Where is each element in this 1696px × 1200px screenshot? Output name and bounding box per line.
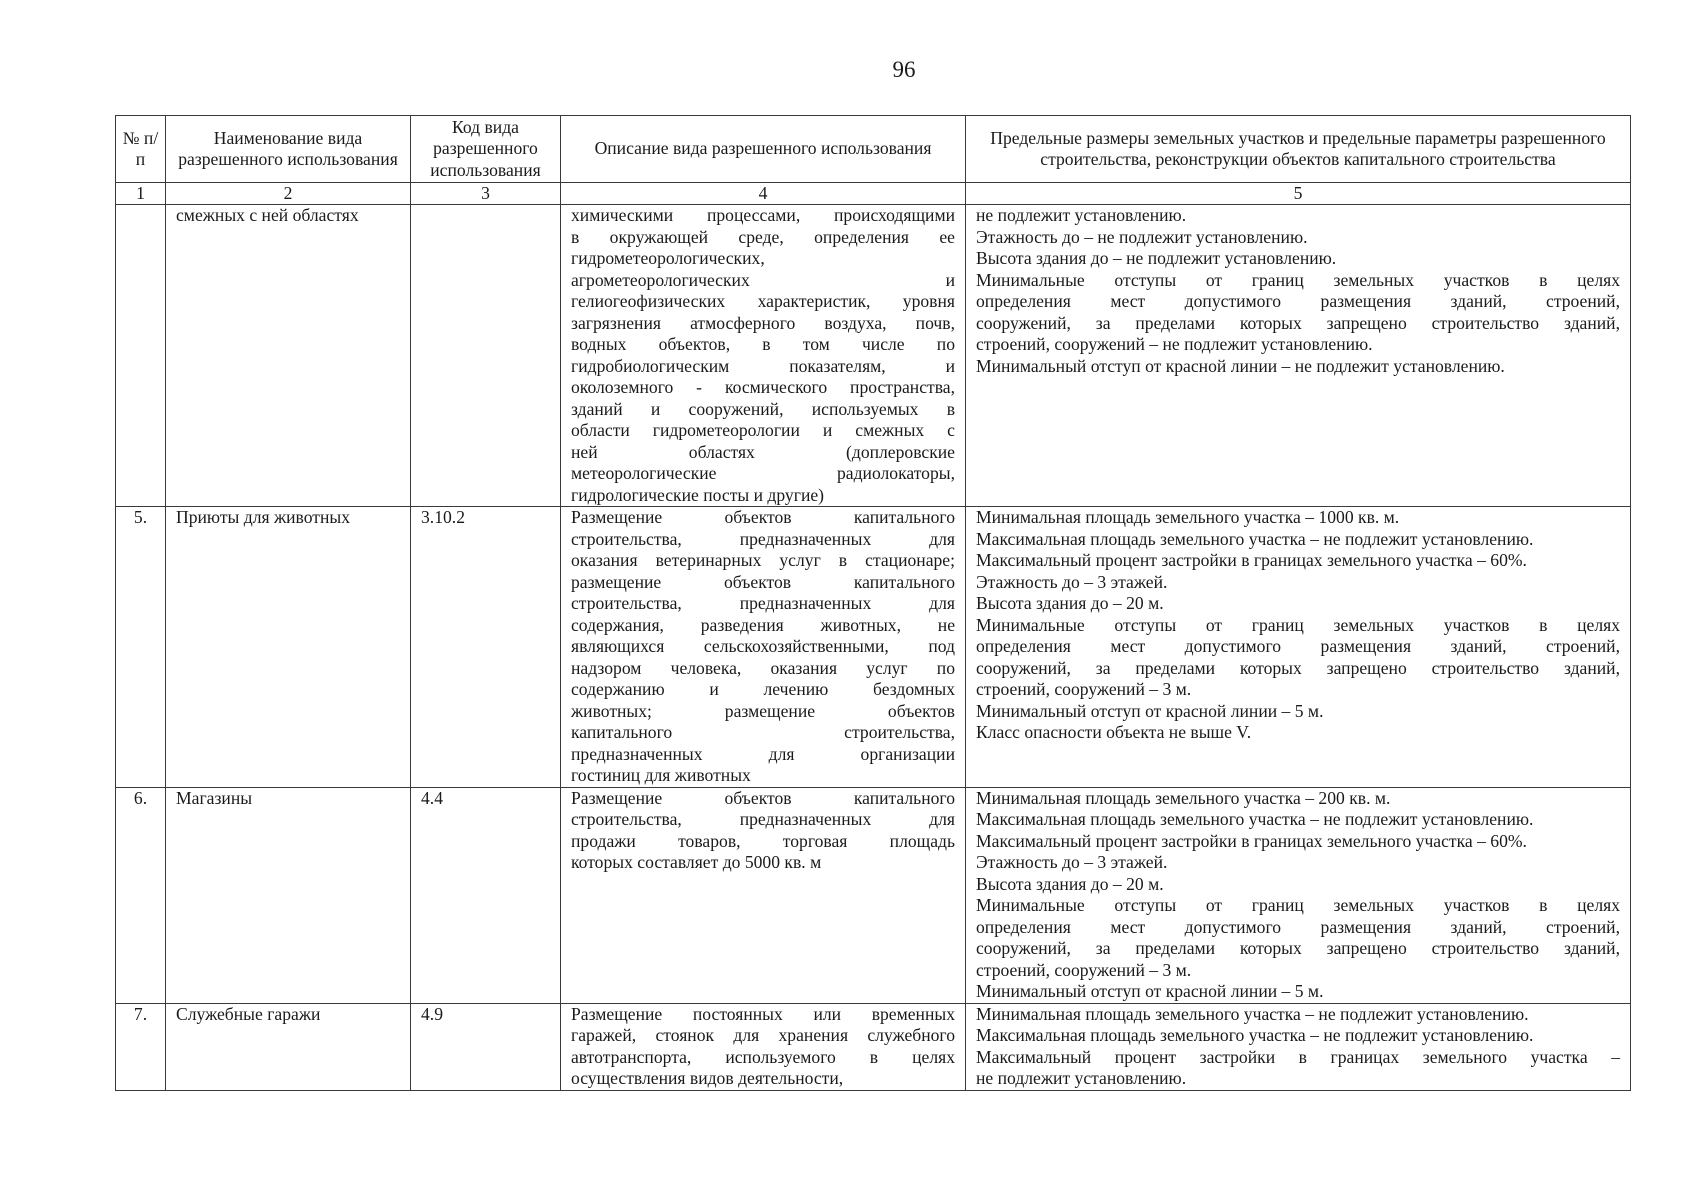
parameter-line: Этажность до – не подлежит установлению. xyxy=(976,226,1308,247)
description-line: содержанию и лечению бездомных xyxy=(571,679,955,699)
description-line: оказания ветеринарных услуг в стационаре; xyxy=(571,550,955,570)
description-line: Размещение объектов капитального xyxy=(571,787,955,808)
column-index: 2 xyxy=(166,183,411,205)
parameter-line: Минимальная площадь земельного участка – 1000 кв. м. xyxy=(976,507,1400,527)
description-line: гидробиологическим показателям, и xyxy=(571,355,955,376)
use-description xyxy=(561,205,966,507)
use-parameters xyxy=(966,787,1631,1003)
parameter-line: Минимальная площадь земельного участка – 200 кв. м. xyxy=(976,787,1391,808)
row-number xyxy=(116,205,166,507)
table-row xyxy=(116,507,1631,788)
header-description: Описание вида разрешенного использования xyxy=(561,116,966,183)
row-number: 7. xyxy=(116,1003,166,1090)
use-description xyxy=(561,787,966,1003)
description-line: Размещение постоянных или временных xyxy=(571,1003,955,1024)
use-parameters xyxy=(966,507,1631,788)
parameter-line: сооружений, за пределами которых запрещено строительство зданий, xyxy=(976,312,1620,333)
parameter-line: Высота здания до – не подлежит установлению. xyxy=(976,248,1337,268)
description-line: Размещение объектов капитального xyxy=(571,507,955,527)
parameter-line: Минимальный отступ от красной линии – 5 м. xyxy=(976,981,1324,1001)
use-code xyxy=(411,205,561,507)
description-line: околоземного - космического пространства, xyxy=(571,377,955,397)
parameter-line: Минимальный отступ от красной линии – не подлежит установлению. xyxy=(976,355,1505,376)
parameter-line: строений, сооружений – не подлежит установлению. xyxy=(976,334,1373,354)
description-line: водных объектов, в том числе по xyxy=(571,334,955,354)
parameter-line: Максимальный процент застройки в границах земельного участка – 60%. xyxy=(976,550,1527,570)
description-line: осуществления видов деятельности, xyxy=(571,1068,844,1088)
table-row xyxy=(116,787,1631,1003)
use-description xyxy=(561,507,966,788)
page-number: 96 xyxy=(892,57,916,82)
description-line: области гидрометеорологии и смежных с xyxy=(571,420,955,440)
description-line: продажи товаров, торговая площадь xyxy=(571,830,955,851)
description-line: загрязнения атмосферного воздуха, почв, xyxy=(571,312,955,333)
description-line: ней областях (доплеровские xyxy=(571,441,955,462)
use-name: Служебные гаражи xyxy=(166,1003,411,1090)
use-parameters xyxy=(966,1003,1631,1090)
parameter-line: Этажность до – 3 этажей. xyxy=(976,852,1168,872)
parameter-line: Минимальные отступы от границ земельных участков в целях xyxy=(976,269,1620,290)
description-line: являющихся сельскохозяйственными, под xyxy=(571,636,955,656)
description-line: животных; размещение объектов xyxy=(571,700,955,721)
parameter-line: не подлежит установлению. xyxy=(976,1068,1187,1088)
parameter-line: Высота здания до – 20 м. xyxy=(976,873,1164,894)
parameter-line: Минимальная площадь земельного участка – не подлежит установлению. xyxy=(976,1003,1529,1024)
description-line: гидрометеорологических, xyxy=(571,248,765,268)
parameter-line: Минимальный отступ от красной линии – 5 м. xyxy=(976,700,1324,721)
use-code: 4.4 xyxy=(411,787,561,1003)
description-line: которых составляет до 5000 кв. м xyxy=(571,852,822,872)
description-line: гидрологические посты и другие) xyxy=(571,484,825,505)
parameter-line: Высота здания до – 20 м. xyxy=(976,593,1164,613)
description-line: капитального строительства, xyxy=(571,722,955,742)
header-name: Наименование вида разрешенного использования xyxy=(166,116,411,183)
column-index: 4 xyxy=(561,183,966,205)
use-name: смежных с ней областях xyxy=(166,205,411,507)
description-line: зданий и сооружений, используемых в xyxy=(571,398,955,419)
parameter-line: строений, сооружений – 3 м. xyxy=(976,679,1192,699)
description-line: метеорологические радиолокаторы, xyxy=(571,463,955,483)
parameter-line: Максимальный процент застройки в границах земельного участка – 60%. xyxy=(976,830,1527,851)
description-line: автотранспорта, используемого в целях xyxy=(571,1046,955,1067)
parameter-line: Минимальные отступы от границ земельных участков в целях xyxy=(976,895,1620,915)
parameter-line: определения мест допустимого размещения зданий, строений, xyxy=(976,916,1620,937)
use-code: 3.10.2 xyxy=(411,507,561,788)
parameter-line: строений, сооружений – 3 м. xyxy=(976,959,1192,980)
use-name: Магазины xyxy=(166,787,411,1003)
table-row xyxy=(116,1003,1631,1090)
description-line: строительства, предназначенных для xyxy=(571,528,955,549)
column-index: 1 xyxy=(116,183,166,205)
description-line: гостиниц для животных xyxy=(571,765,751,785)
description-line: размещение объектов капитального xyxy=(571,571,955,592)
column-index: 3 xyxy=(411,183,561,205)
use-description xyxy=(561,1003,966,1090)
parameter-line: Класс опасности объекта не выше V. xyxy=(976,722,1252,742)
zoning-table xyxy=(115,115,1631,1091)
use-code: 4.9 xyxy=(411,1003,561,1090)
parameter-line: Минимальные отступы от границ земельных участков в целях xyxy=(976,614,1620,635)
table-index-row xyxy=(116,183,1631,205)
description-line: строительства, предназначенных для xyxy=(571,809,955,829)
description-line: химическими процессами, происходящими xyxy=(571,205,955,225)
description-line: предназначенных для организации xyxy=(571,743,955,764)
parameter-line: сооружений, за пределами которых запрещено строительство зданий, xyxy=(976,938,1620,958)
parameter-line: сооружений, за пределами которых запрещено строительство зданий, xyxy=(976,657,1620,678)
header-code: Код вида разрешенного использования xyxy=(411,116,561,183)
description-line: содержания, разведения животных, не xyxy=(571,614,955,635)
parameter-line: определения мест допустимого размещения зданий, строений, xyxy=(976,636,1620,656)
use-name: Приюты для животных xyxy=(166,507,411,788)
parameter-line: Максимальная площадь земельного участка – не подлежит установлению. xyxy=(976,809,1534,829)
parameter-line: Максимальная площадь земельного участка – не подлежит установлению. xyxy=(976,528,1534,549)
description-line: гелиогеофизических характеристик, уровня xyxy=(571,291,955,311)
parameter-line: не подлежит установлению. xyxy=(976,205,1187,225)
header-number: № п/п xyxy=(116,116,166,183)
description-line: строительства, предназначенных для xyxy=(571,593,955,613)
parameter-line: Максимальная площадь земельного участка – не подлежит установлению. xyxy=(976,1025,1534,1045)
use-parameters xyxy=(966,205,1631,507)
table-body xyxy=(116,205,1631,1091)
table-row xyxy=(116,205,1631,507)
table-header-row xyxy=(116,116,1631,183)
description-line: агрометеорологических и xyxy=(571,269,955,290)
parameter-line: определения мест допустимого размещения зданий, строений, xyxy=(976,291,1620,311)
description-line: гаражей, стоянок для хранения служебного xyxy=(571,1025,955,1045)
description-line: надзором человека, оказания услуг по xyxy=(571,657,955,678)
description-line: в окружающей среде, определения ее xyxy=(571,226,955,247)
column-index: 5 xyxy=(966,183,1631,205)
parameter-line: Максимальный процент застройки в границах земельного участка – xyxy=(976,1046,1620,1067)
row-number: 5. xyxy=(116,507,166,788)
header-params: Предельные размеры земельных участков и предельные параметры разрешенного строительства, реконструкции объектов капитального строительства xyxy=(966,116,1631,183)
row-number: 6. xyxy=(116,787,166,1003)
parameter-line: Этажность до – 3 этажей. xyxy=(976,571,1168,592)
